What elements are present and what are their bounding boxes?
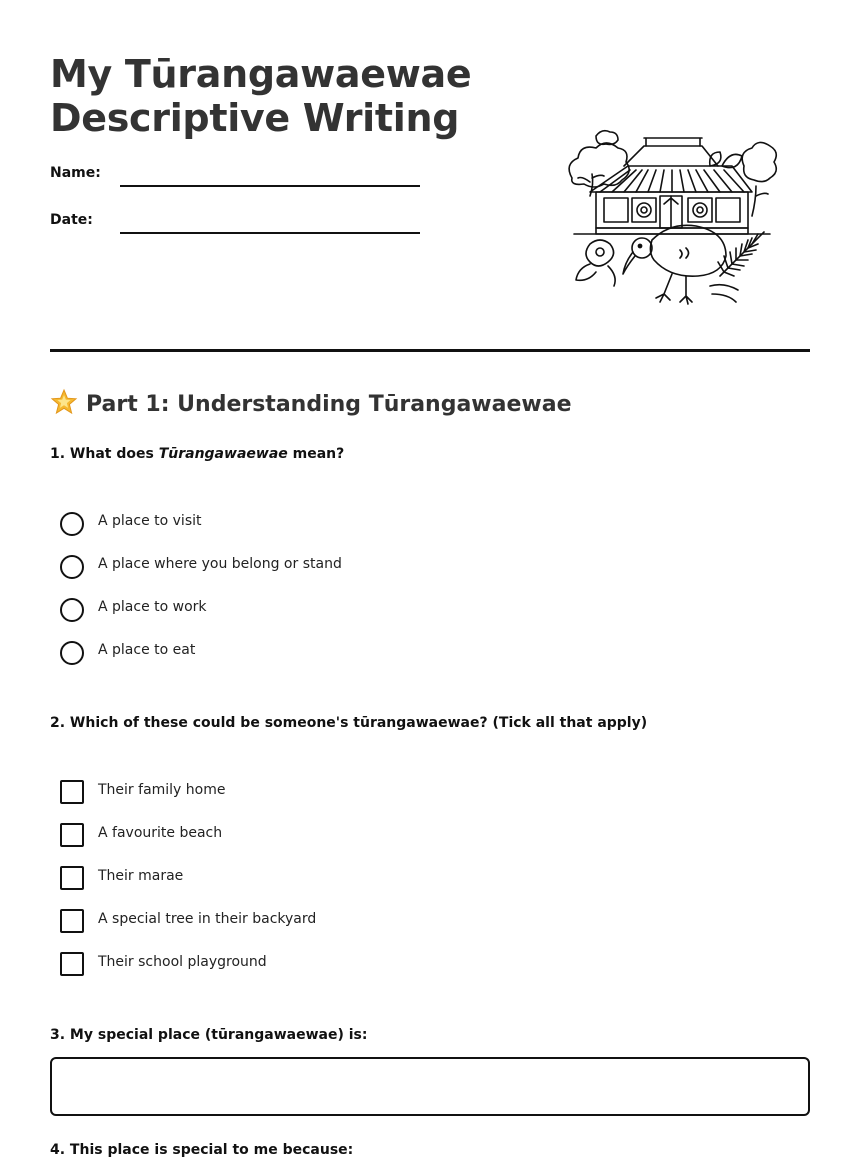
checkbox[interactable] bbox=[60, 866, 84, 890]
q1-option-4[interactable] bbox=[60, 640, 560, 666]
q2-option-label: A special tree in their backyard bbox=[98, 911, 317, 927]
q2-option-1[interactable] bbox=[60, 780, 560, 806]
date-label: Date: bbox=[50, 212, 93, 228]
name-row bbox=[50, 165, 420, 189]
worksheet-title bbox=[50, 52, 471, 140]
q2-option-label: A favourite beach bbox=[98, 825, 223, 841]
question-1 bbox=[50, 446, 344, 462]
date-input-line[interactable] bbox=[120, 232, 420, 234]
q1-option-label: A place to visit bbox=[98, 513, 202, 529]
special-place-input[interactable] bbox=[50, 1057, 810, 1116]
q1-option-2[interactable] bbox=[60, 554, 560, 580]
radio-button[interactable] bbox=[60, 641, 84, 665]
q2-option-label: Their school playground bbox=[98, 954, 267, 970]
title-line-2: Descriptive Writing bbox=[50, 96, 460, 140]
q1-prefix: 1. What does bbox=[50, 446, 159, 462]
q2-option-3[interactable] bbox=[60, 866, 560, 892]
name-label: Name: bbox=[50, 165, 101, 181]
checkbox[interactable] bbox=[60, 823, 84, 847]
glowing-star-icon bbox=[50, 388, 78, 416]
question-3: 3. My special place (tūrangawaewae) is: bbox=[50, 1027, 368, 1043]
checkbox[interactable] bbox=[60, 909, 84, 933]
q1-option-label: A place to work bbox=[98, 599, 207, 615]
part1-heading bbox=[50, 388, 572, 421]
part1-heading-text: Part 1: Understanding Tūrangawaewae bbox=[86, 392, 572, 417]
date-row bbox=[50, 212, 420, 236]
question-2: 2. Which of these could be someone's tūrangawaewae? (Tick all that apply) bbox=[50, 715, 648, 731]
marae-kiwi-illustration bbox=[560, 126, 780, 308]
section-divider bbox=[50, 349, 810, 352]
radio-button[interactable] bbox=[60, 512, 84, 536]
checkbox[interactable] bbox=[60, 952, 84, 976]
q1-option-1[interactable] bbox=[60, 511, 560, 537]
radio-button[interactable] bbox=[60, 555, 84, 579]
name-input-line[interactable] bbox=[120, 185, 420, 187]
radio-button[interactable] bbox=[60, 598, 84, 622]
checkbox[interactable] bbox=[60, 780, 84, 804]
q2-option-5[interactable] bbox=[60, 952, 560, 978]
q1-suffix: mean? bbox=[287, 446, 345, 462]
q2-option-label: Their family home bbox=[98, 782, 226, 798]
title-line-1: My Tūrangawaewae bbox=[50, 52, 472, 96]
q1-term: Tūrangawaewae bbox=[158, 446, 288, 462]
q1-option-label: A place where you belong or stand bbox=[98, 556, 342, 572]
q2-option-2[interactable] bbox=[60, 823, 560, 849]
q1-option-label: A place to eat bbox=[98, 642, 196, 658]
q1-option-3[interactable] bbox=[60, 597, 560, 623]
question-4: 4. This place is special to me because: bbox=[50, 1142, 354, 1158]
q2-option-label: Their marae bbox=[98, 868, 184, 884]
q2-option-4[interactable] bbox=[60, 909, 560, 935]
